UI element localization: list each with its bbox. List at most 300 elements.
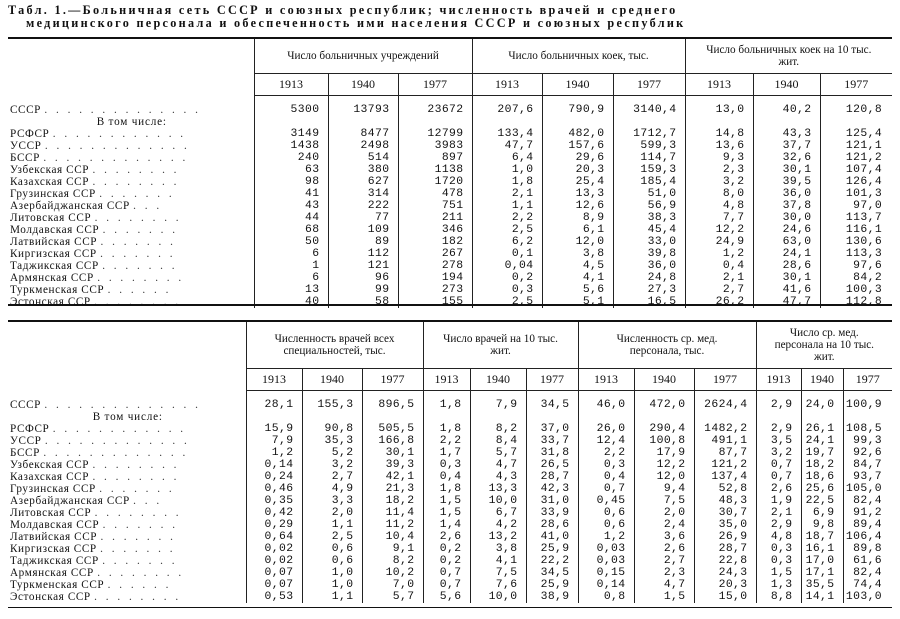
value-cell: 121,2	[845, 152, 883, 164]
value-cell: 11,2	[362, 519, 423, 531]
region-name: Грузинская ССР	[10, 483, 96, 495]
value-cell: 50	[254, 236, 328, 248]
value-cell: 1,2	[246, 447, 302, 459]
value-cell: 314	[328, 188, 398, 200]
region-name: Таджикская ССР	[10, 260, 99, 272]
value-cell: 290,4	[634, 423, 694, 435]
value-cell: 0,3	[472, 284, 542, 296]
table-row	[8, 176, 892, 188]
value-cell: 5,2	[302, 447, 362, 459]
caption-line-2: медицинского персонала и обеспеченность ими населения СССР и союзных республик	[26, 16, 686, 30]
value-cell: 4,7	[470, 459, 526, 471]
value-cell: 13,2	[470, 531, 526, 543]
value-cell: 42,1	[362, 471, 423, 483]
year-header: 1977	[843, 368, 892, 390]
table-row	[8, 459, 892, 471]
value-cell: 13	[254, 284, 328, 296]
value-cell: 48,3	[694, 495, 756, 507]
value-cell: 12,4	[578, 435, 634, 447]
value-cell: 91,2	[853, 507, 883, 519]
region-name: Азербайджанская ССР	[10, 495, 130, 507]
region-name: Молдавская ССР	[10, 519, 100, 531]
value-cell: 100,8	[634, 435, 694, 447]
value-cell: 1,9	[756, 495, 801, 507]
value-cell: 2,6	[423, 531, 470, 543]
value-cell: 11,4	[362, 507, 423, 519]
leader-dots: . . . . . . . .	[97, 567, 185, 579]
empty-cell	[820, 116, 892, 128]
value-cell: 0,6	[578, 519, 634, 531]
separator-rule	[8, 304, 892, 306]
row-label	[8, 236, 254, 248]
value-cell: 63	[254, 164, 328, 176]
value-cell: 34,5	[526, 390, 578, 411]
value-cell: 13,3	[470, 483, 526, 495]
value-cell: 7,7	[685, 212, 753, 224]
empty-cell	[302, 411, 362, 423]
value-cell: 1,8	[423, 390, 470, 411]
year-header: 1940	[801, 368, 843, 390]
table-row	[8, 591, 892, 603]
value-cell: 0,02	[246, 543, 302, 555]
value-cell: 0,46	[246, 483, 302, 495]
empty-cell	[756, 411, 801, 423]
value-cell: 1712,7	[613, 128, 685, 140]
value-cell: 40,2	[753, 95, 820, 116]
value-cell: 8,2	[362, 555, 423, 567]
empty-cell	[843, 411, 892, 423]
value-cell: 3,3	[302, 495, 362, 507]
value-cell: 74,4	[853, 579, 883, 591]
year-header: 1977	[820, 73, 892, 95]
value-cell: 99,3	[853, 435, 883, 447]
value-cell: 491,1	[694, 435, 756, 447]
value-cell: 13,3	[542, 188, 613, 200]
leader-dots: . . . . . . . .	[94, 591, 182, 603]
table-row	[8, 579, 892, 591]
region-name: Киргизская ССР	[10, 543, 97, 555]
value-cell: 84,2	[853, 272, 883, 284]
year-header: 1977	[362, 368, 423, 390]
value-cell: 0,29	[246, 519, 302, 531]
value-cell: 1,7	[423, 447, 470, 459]
leader-dots: . . . . . . . . . . . . . .	[44, 398, 201, 411]
value-cell: 0,2	[423, 555, 470, 567]
row-label	[8, 435, 246, 447]
year-header: 1913	[472, 73, 542, 95]
value-cell: 24,6	[753, 224, 820, 236]
value-cell: 27,3	[613, 284, 685, 296]
region-name: РСФСР	[10, 128, 50, 140]
year-header: 1940	[634, 368, 694, 390]
row-label	[8, 447, 246, 459]
value-cell: 1,1	[472, 200, 542, 212]
value-cell: 0,53	[246, 591, 302, 603]
value-cell: 1,5	[634, 591, 694, 603]
value-cell: 90,8	[302, 423, 362, 435]
value-cell: 9,8	[801, 519, 843, 531]
leader-dots: . . .	[133, 200, 163, 212]
region-name: Литовская ССР	[10, 212, 92, 224]
value-cell: 25,9	[526, 579, 578, 591]
value-cell: 25,9	[526, 543, 578, 555]
value-cell: 3,8	[470, 543, 526, 555]
value-cell: 472,0	[634, 390, 694, 411]
value-cell: 29,6	[542, 152, 613, 164]
value-cell: 2,0	[302, 507, 362, 519]
leader-dots: . . . . . . . .	[97, 272, 185, 284]
empty-cell	[613, 116, 685, 128]
value-cell: 6,7	[470, 507, 526, 519]
row-label	[8, 188, 254, 200]
value-cell: 1,2	[685, 248, 753, 260]
value-cell: 12,2	[685, 224, 753, 236]
value-cell: 0,14	[246, 459, 302, 471]
value-cell: 101,3	[845, 188, 883, 200]
empty-cell	[578, 411, 634, 423]
value-cell: 2,9	[756, 423, 801, 435]
table-row	[8, 152, 892, 164]
value-cell: 41,6	[753, 284, 820, 296]
value-cell: 116,1	[845, 224, 883, 236]
region-name: БССР	[10, 152, 40, 164]
value-cell: 267	[398, 248, 472, 260]
value-cell: 346	[398, 224, 472, 236]
value-cell: 380	[328, 164, 398, 176]
region-name: БССР	[10, 447, 40, 459]
value-cell: 93,7	[853, 471, 883, 483]
table-row	[8, 531, 892, 543]
leader-dots: . . . . . . . . . . . . . .	[44, 103, 201, 116]
value-cell: 22,8	[694, 555, 756, 567]
year-header: 1977	[694, 368, 756, 390]
leader-dots: . . . . . . .	[100, 236, 176, 248]
value-cell: 1,2	[578, 531, 634, 543]
group-header: Число врачей на 10 тыс. жит.	[423, 322, 578, 368]
row-label	[8, 296, 254, 308]
value-cell: 0,8	[578, 591, 634, 603]
table-row	[8, 519, 892, 531]
value-cell: 7,9	[246, 435, 302, 447]
value-cell: 37,8	[753, 200, 820, 212]
value-cell: 36,0	[753, 188, 820, 200]
value-cell: 28,7	[694, 543, 756, 555]
value-cell: 44	[254, 212, 328, 224]
value-cell: 2,9	[756, 390, 801, 411]
value-cell: 2498	[328, 140, 398, 152]
region-name: Туркменская ССР	[10, 284, 105, 296]
value-cell: 1,8	[423, 423, 470, 435]
value-cell: 96	[328, 272, 398, 284]
leader-dots: . . . . . . .	[102, 519, 179, 531]
region-name: Грузинская ССР	[10, 188, 96, 200]
value-cell: 120,8	[845, 103, 883, 116]
row-label	[8, 459, 246, 471]
empty-cell	[685, 116, 753, 128]
table-row	[8, 95, 892, 116]
empty-cell	[694, 411, 756, 423]
year-header: 1977	[526, 368, 578, 390]
value-cell: 24,1	[801, 435, 843, 447]
value-cell: 31,8	[526, 447, 578, 459]
table-row	[8, 128, 892, 140]
value-cell: 7,5	[470, 567, 526, 579]
leader-dots: . . . . . . .	[102, 260, 178, 272]
region-name: Узбекская ССР	[10, 164, 90, 176]
value-cell: 45,4	[613, 224, 685, 236]
value-cell: 100,9	[845, 398, 883, 411]
value-cell: 25,4	[542, 176, 613, 188]
region-name: Эстонская ССР	[10, 591, 91, 603]
value-cell: 114,7	[613, 152, 685, 164]
value-cell: 0,42	[246, 507, 302, 519]
stub-header	[8, 322, 246, 390]
value-cell: 113,7	[845, 212, 883, 224]
value-cell: 0,7	[756, 459, 801, 471]
value-cell: 103,0	[845, 591, 883, 603]
value-cell: 2,1	[472, 188, 542, 200]
value-cell: 26,9	[694, 531, 756, 543]
empty-cell	[542, 116, 613, 128]
empty-cell	[246, 411, 302, 423]
value-cell: 211	[398, 212, 472, 224]
value-cell: 4,7	[634, 579, 694, 591]
group-header: Численность ср. мед. персонала, тыс.	[578, 322, 756, 368]
value-cell: 121,1	[845, 140, 883, 152]
value-cell: 109	[328, 224, 398, 236]
value-cell: 1720	[398, 176, 472, 188]
year-header: 1913	[578, 368, 634, 390]
empty-cell	[634, 411, 694, 423]
value-cell: 1,0	[302, 567, 362, 579]
value-cell: 3,8	[542, 248, 613, 260]
caption-line-1: Табл. 1.—Больничная сеть СССР и союзных республик; численность врачей и среднего	[8, 3, 678, 17]
group-header: Число больничных учреждений	[254, 39, 472, 73]
value-cell: 0,07	[246, 579, 302, 591]
value-cell: 105,0	[845, 483, 883, 495]
row-label	[8, 260, 254, 272]
leader-dots: . . . . . . . .	[92, 471, 180, 483]
value-cell: 14,1	[801, 591, 843, 603]
value-cell: 0,2	[472, 272, 542, 284]
value-cell: 61,6	[853, 555, 883, 567]
value-cell: 5,1	[542, 296, 613, 308]
row-label	[8, 140, 254, 152]
value-cell: 28,1	[246, 390, 302, 411]
value-cell: 2,6	[634, 543, 694, 555]
value-cell: 0,02	[246, 555, 302, 567]
value-cell: 0,35	[246, 495, 302, 507]
table-row	[8, 164, 892, 176]
value-cell: 1	[254, 260, 328, 272]
leader-dots: . . . . . . . . . . . . .	[44, 435, 190, 447]
year-header: 1913	[423, 368, 470, 390]
value-cell: 0,1	[472, 248, 542, 260]
value-cell: 13,6	[685, 140, 753, 152]
region-name: Молдавская ССР	[10, 224, 100, 236]
value-cell: 157,6	[542, 140, 613, 152]
value-cell: 627	[328, 176, 398, 188]
value-cell: 8,4	[470, 435, 526, 447]
region-name: Эстонская ССР	[10, 296, 91, 308]
table-row	[8, 555, 892, 567]
value-cell: 8,8	[756, 591, 801, 603]
value-cell: 30,1	[753, 164, 820, 176]
value-cell: 130,6	[845, 236, 883, 248]
value-cell: 12,0	[634, 471, 694, 483]
row-label	[8, 224, 254, 236]
value-cell: 0,3	[756, 555, 801, 567]
value-cell: 0,7	[423, 567, 470, 579]
value-cell: 25,6	[801, 483, 843, 495]
leader-dots: . . . . . . .	[100, 248, 176, 260]
value-cell: 2624,4	[694, 390, 756, 411]
value-cell: 31,0	[526, 495, 578, 507]
leader-dots: . . . . . . . . . . . . .	[43, 152, 189, 164]
table-row	[8, 272, 892, 284]
row-label	[8, 390, 246, 411]
value-cell: 751	[398, 200, 472, 212]
region-name: РСФСР	[10, 423, 50, 435]
region-name: Узбекская ССР	[10, 459, 90, 471]
value-cell: 24,0	[801, 390, 843, 411]
year-header: 1940	[328, 73, 398, 95]
value-cell: 273	[398, 284, 472, 296]
region-name: Казахская ССР	[10, 471, 90, 483]
value-cell: 896,5	[362, 390, 423, 411]
region-name: СССР	[10, 103, 42, 116]
table-caption	[8, 4, 892, 30]
empty-cell	[328, 116, 398, 128]
table-row	[8, 447, 892, 459]
region-name: Армянская ССР	[10, 567, 94, 579]
value-cell: 126,4	[845, 176, 883, 188]
value-cell: 1,1	[302, 519, 362, 531]
value-cell: 39,5	[753, 176, 820, 188]
table-row	[8, 507, 892, 519]
value-cell: 1,8	[472, 176, 542, 188]
value-cell: 89,8	[853, 543, 883, 555]
value-cell: 38,3	[613, 212, 685, 224]
value-cell: 1,0	[472, 164, 542, 176]
value-cell: 8,9	[542, 212, 613, 224]
region-name: Азербайджанская ССР	[10, 200, 130, 212]
value-cell: 0,03	[578, 555, 634, 567]
value-cell: 3149	[254, 128, 328, 140]
value-cell: 2,2	[423, 435, 470, 447]
value-cell: 278	[398, 260, 472, 272]
table-row	[8, 483, 892, 495]
value-cell: 47,7	[753, 296, 820, 308]
value-cell: 5,6	[423, 591, 470, 603]
value-cell: 155,3	[302, 390, 362, 411]
value-cell: 23672	[398, 95, 472, 116]
value-cell: 40	[254, 296, 328, 308]
leader-dots: . . . . . . . . . . . .	[52, 128, 187, 140]
value-cell: 15,9	[246, 423, 302, 435]
value-cell: 22,5	[801, 495, 843, 507]
value-cell: 0,3	[756, 543, 801, 555]
row-label	[8, 423, 246, 435]
leader-dots: . . . . . . . .	[92, 176, 180, 188]
value-cell: 6	[254, 248, 328, 260]
leader-dots: . . .	[133, 495, 163, 507]
value-cell: 0,64	[246, 531, 302, 543]
value-cell: 97,6	[853, 260, 883, 272]
year-header: 1913	[246, 368, 302, 390]
value-cell: 6,2	[472, 236, 542, 248]
value-cell: 77	[328, 212, 398, 224]
year-header: 1913	[254, 73, 328, 95]
leader-dots: . . . . . . . . . . . .	[52, 423, 187, 435]
region-name: УССР	[10, 140, 42, 152]
value-cell: 52,8	[694, 483, 756, 495]
row-label	[8, 212, 254, 224]
value-cell: 34,5	[526, 567, 578, 579]
value-cell: 478	[398, 188, 472, 200]
value-cell: 9,3	[685, 152, 753, 164]
table-row	[8, 543, 892, 555]
value-cell: 24,9	[685, 236, 753, 248]
value-cell: 0,7	[578, 483, 634, 495]
value-cell: 3,2	[756, 447, 801, 459]
value-cell: 0,07	[246, 567, 302, 579]
year-header: 1940	[753, 73, 820, 95]
row-label	[8, 128, 254, 140]
value-cell: 1,1	[302, 591, 362, 603]
value-cell: 63,0	[753, 236, 820, 248]
value-cell: 12799	[398, 128, 472, 140]
value-cell: 92,6	[853, 447, 883, 459]
empty-cell	[472, 116, 542, 128]
value-cell: 0,03	[578, 543, 634, 555]
value-cell: 0,45	[578, 495, 634, 507]
value-cell: 41	[254, 188, 328, 200]
value-cell: 24,1	[753, 248, 820, 260]
value-cell: 2,5	[302, 531, 362, 543]
value-cell: 26,0	[578, 423, 634, 435]
subheader-row	[8, 411, 892, 423]
value-cell: 1482,2	[694, 423, 756, 435]
value-cell: 0,7	[756, 471, 801, 483]
empty-cell	[362, 411, 423, 423]
leader-dots: . . . . . . .	[99, 188, 175, 200]
value-cell: 100,3	[845, 284, 883, 296]
value-cell: 19,7	[801, 447, 843, 459]
value-cell: 13,0	[685, 95, 753, 116]
value-cell: 89,4	[853, 519, 883, 531]
value-cell: 32,6	[753, 152, 820, 164]
medical-staff-table	[8, 322, 892, 603]
value-cell: 12,0	[542, 236, 613, 248]
leader-dots: . . . . . . . .	[94, 212, 182, 224]
value-cell: 36,0	[613, 260, 685, 272]
value-cell: 1138	[398, 164, 472, 176]
value-cell: 98	[254, 176, 328, 188]
value-cell: 6	[254, 272, 328, 284]
value-cell: 26,2	[685, 296, 753, 308]
value-cell: 185,4	[613, 176, 685, 188]
value-cell: 5,7	[470, 447, 526, 459]
value-cell: 37,7	[753, 140, 820, 152]
value-cell: 2,5	[472, 296, 542, 308]
row-label	[8, 248, 254, 260]
value-cell: 2,2	[472, 212, 542, 224]
empty-cell	[801, 411, 843, 423]
group-header: Численность врачей всех специальностей, тыс.	[246, 322, 423, 368]
bottom-rule	[8, 607, 892, 608]
group-header: Число больничных коек, тыс.	[472, 39, 685, 73]
